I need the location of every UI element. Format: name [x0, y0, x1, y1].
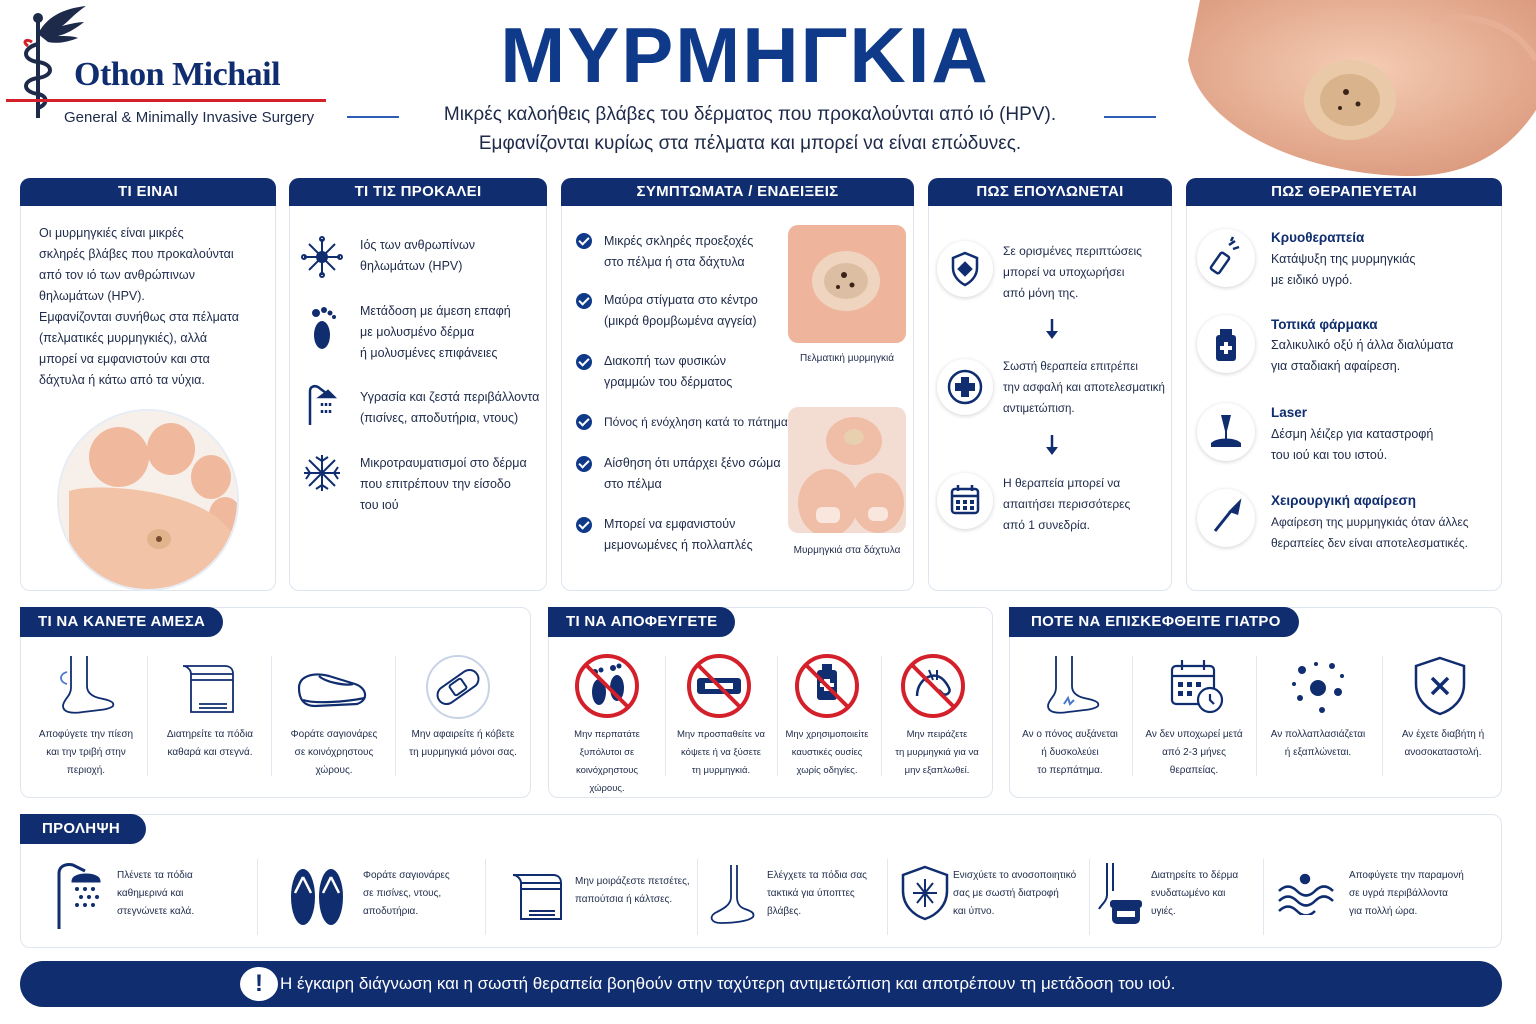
avoid-text [665, 726, 777, 780]
exclamation-icon: ! [240, 967, 278, 1001]
do-now-line: καθαρά και στεγνά. [167, 747, 253, 758]
prevention-line: σε πισίνες, ντους, [363, 888, 442, 899]
healing-line: Σε ορισμένες περιπτώσεις [1003, 244, 1142, 258]
divider [485, 859, 486, 935]
healing-text [1003, 473, 1171, 536]
treatment-line: Δέσμη λέιζερ για καταστροφή [1271, 427, 1434, 441]
page-title: ΜΥΡΜΗΓΚΙΑ [500, 11, 990, 99]
prevention-line: Πλένετε τα πόδια [117, 870, 193, 881]
prevention-text [1151, 867, 1271, 921]
healing-line: αντιμετώπιση. [1003, 403, 1075, 415]
plantar-wart-photo [788, 225, 906, 343]
cause-line: Υγρασία και ζεστά περιβάλλοντα [360, 390, 540, 404]
healing-text [1003, 357, 1173, 420]
do-now-line: σε κοινόχρηστους [294, 747, 374, 758]
cause-line: (πισίνες, αποδυτήρια, ντους) [360, 411, 519, 425]
symptoms-heading: ΣΥΜΠΤΩΜΑΤΑ / ΕΝΔΕΙΞΕΙΣ [561, 178, 914, 206]
healing-line: από μόνη της. [1003, 286, 1079, 300]
treatment-title: Laser [1271, 405, 1308, 420]
prevention-line: σε υγρά περιβάλλοντα [1349, 888, 1448, 899]
prevention-line: για πολλή ώρα. [1349, 906, 1418, 917]
moisturizer-icon [1093, 861, 1143, 927]
treatment-text [1271, 249, 1499, 291]
what-is-heading: ΤΙ ΕΙΝΑΙ [20, 178, 276, 206]
symptom-line: γραμμών του δέρματος [604, 375, 733, 389]
prevention-line: παπούτσια ή κάλτσες. [575, 894, 673, 905]
shower-icon [304, 383, 342, 425]
prevention-line: ενυδατωμένο και [1151, 888, 1226, 899]
prevention-line: Φοράτε σαγιονάρες [363, 870, 450, 881]
divider [697, 859, 698, 935]
what-line: δάχτυλα ή κάτω από τα νύχια. [39, 373, 205, 387]
treatment-line: Αφαίρεση της μυρμηγκιάς όταν άλλες [1271, 515, 1469, 529]
divider [271, 656, 272, 776]
bandage-icon [423, 652, 493, 722]
no-chemicals-icon [793, 652, 861, 720]
prevention-text [363, 867, 483, 921]
water-waves-icon [1275, 871, 1335, 915]
symptom-line: στο πέλμα [604, 477, 662, 491]
cause-line: με μολυσμένο δέρμα [360, 325, 475, 339]
avoid-line: Μην προσπαθείτε να [676, 729, 766, 740]
prevention-text [575, 873, 715, 909]
avoid-line: ξυπόλυτοι σε κοινόχρηστους [575, 747, 639, 776]
treatment-line: του ιού και του ιστού. [1271, 448, 1388, 462]
divider [1256, 656, 1257, 776]
cause-text [360, 301, 540, 364]
arrow-down-icon [1045, 319, 1059, 341]
avoid-line: χωρίς οδηγίες. [796, 765, 858, 776]
treatment-title: Κρυοθεραπεία [1271, 230, 1365, 245]
prevention-text [767, 867, 891, 921]
what-line: από τον ιό των ανθρώπινων [39, 268, 195, 282]
treatment-text [1271, 424, 1499, 466]
what-line: (πελματικές μυρμηγκιές), αλλά [39, 331, 208, 345]
prevention-line: υγιές. [1151, 906, 1176, 917]
no-barefoot-icon [573, 652, 641, 720]
avoid-text [881, 726, 993, 780]
avoid-line: Μην περπατάτε [574, 729, 640, 740]
do-now-line: χώρους. [315, 765, 353, 776]
prevention-line: στεγνώνετε καλά. [117, 906, 195, 917]
what-line: Οι μυρμηγκιές είναι μικρές [39, 226, 184, 240]
treatment-card [1186, 178, 1502, 591]
healing-line: Σωστή θεραπεία επιτρέπει [1003, 361, 1138, 373]
doctor-line: Αν δεν υποχωρεί μετά [1145, 729, 1243, 740]
medical-cross-icon [937, 359, 993, 415]
what-is-card [20, 178, 276, 591]
virus-icon [300, 235, 344, 279]
prevention-line: Ενισχύετε το ανοσοποιητικό [953, 870, 1077, 881]
brand-name: Othon Michail [74, 56, 281, 93]
treatment-heading: ΠΩΣ ΘΕΡΑΠΕΥΕΤΑΙ [1186, 178, 1502, 206]
cause-line: Μετάδοση με άμεση επαφή [360, 304, 511, 318]
check-icon [576, 414, 592, 430]
doctor-line: το περπάτημα. [1037, 765, 1103, 776]
treatment-title: Τοπικά φάρμακα [1271, 317, 1378, 332]
subtitle-line-1: Μικρές καλοήθεις βλάβες του δέρματος που προκαλούνται από ιό (HPV). [443, 104, 1057, 125]
doctor-line: θεραπείας. [1169, 765, 1219, 776]
do-now-text [27, 726, 145, 780]
towel-icon [175, 656, 241, 718]
do-now-line: και την τριβή στην [46, 747, 126, 758]
doctor-line: ανοσοκαταστολή. [1404, 747, 1482, 758]
scalpel-icon [1197, 489, 1255, 547]
symptom-line: Αίσθηση ότι υπάρχει ξένο σώμα [604, 456, 781, 470]
treatment-line: θεραπείες δεν είναι αποτελεσματικές. [1271, 536, 1468, 550]
prevention-line: καθημερινά και [117, 888, 184, 899]
symptom-text [604, 453, 794, 495]
shield-x-icon [1410, 654, 1470, 718]
healing-line: Η θεραπεία μπορεί να [1003, 476, 1121, 490]
causes-card [289, 178, 547, 591]
subtitle-rule-left [347, 116, 399, 118]
avoid-text [549, 726, 665, 798]
treatment-line: με ειδικό υγρό. [1271, 273, 1353, 287]
check-icon [576, 456, 592, 472]
laser-icon [1197, 403, 1255, 461]
prevention-line: σας με σωστή διατροφή [953, 888, 1059, 899]
prevention-text [117, 867, 249, 921]
treatment-title: Χειρουργική αφαίρεση [1271, 493, 1416, 508]
foot-sole-photo [1180, 0, 1536, 176]
prevention-line: Διατηρείτε το δέρμα [1151, 870, 1239, 881]
divider [257, 859, 258, 935]
prevention-line: αποδυτήρια. [363, 906, 419, 917]
healing-line: την ασφαλή και αποτελεσματική [1003, 382, 1165, 394]
doctor-line: Αν ο πόνος αυξάνεται [1022, 729, 1118, 740]
doctor-text [1010, 726, 1130, 780]
do-now-line: τη μυρμηγκιά μόνοι σας. [409, 747, 517, 758]
prevention-line: βλάβες. [767, 906, 802, 917]
calendar-clock-icon [1164, 654, 1228, 718]
symptom-line: μεμονωμένες ή πολλαπλές [604, 538, 753, 552]
medicine-bottle-icon [1197, 315, 1255, 373]
calendar-icon [937, 473, 993, 529]
do-now-heading: ΤΙ ΝΑ ΚΑΝΕΤΕ ΑΜΕΣΑ [20, 607, 223, 637]
avoid-line: μην εξαπλωθεί. [904, 765, 970, 776]
do-now-line: περιοχή. [66, 765, 106, 776]
check-icon [576, 293, 592, 309]
footer-text: Η έγκαιρη διάγνωση και η σωστή θεραπεία βοηθούν στην ταχύτερη αντιμετώπιση και αποτρέπουν τη μετάδοση του ιού. [280, 974, 1176, 993]
brand-tagline: General & Minimally Invasive Surgery [64, 109, 315, 126]
cause-line: θηλωμάτων (HPV) [360, 259, 463, 273]
symptom-line: Μαύρα στίγματα στο κέντρο [604, 293, 758, 307]
doctor-line: από 2-3 μήνες [1162, 747, 1226, 758]
no-touch-icon [899, 652, 967, 720]
avoid-text [771, 726, 883, 780]
doctor-line: Αν πολλαπλασιάζεται [1270, 729, 1366, 740]
doctor-card [1009, 607, 1502, 798]
symptom-text [604, 514, 784, 556]
avoid-line: καυστικές ουσίες [791, 747, 863, 758]
brand-rule [6, 99, 326, 102]
treatment-text [1271, 512, 1503, 554]
symptom-line: Μπορεί να εμφανιστούν [604, 517, 736, 531]
flip-flops-icon [285, 863, 349, 929]
avoid-line: Μην χρησιμοποιείτε [785, 729, 869, 740]
check-icon [576, 233, 592, 249]
cause-line: ή μολυσμένες επιφάνειες [360, 346, 498, 360]
shower-head-icon [51, 859, 111, 929]
symptom-text [604, 290, 784, 332]
avoid-line: τη μυρμηγκιά. [691, 765, 751, 776]
symptom-text [604, 351, 784, 393]
spread-dots-icon [1286, 654, 1350, 718]
footprint-icon [306, 305, 342, 351]
healing-card [928, 178, 1172, 591]
healing-heading: ΠΩΣ ΕΠΟΥΛΩΝΕΤΑΙ [928, 178, 1172, 206]
doctor-line: ή δυσκολεύει [1041, 747, 1099, 758]
symptom-line: Πόνος ή ενόχληση κατά το πάτημα [604, 415, 788, 429]
healing-line: μπορεί να υποχωρήσει [1003, 265, 1125, 279]
doctor-text [1258, 726, 1378, 762]
page-subtitle [400, 100, 1100, 158]
do-now-text [399, 726, 527, 762]
treatment-line: για σταδιακή αφαίρεση. [1271, 359, 1401, 373]
prevention-heading: ΠΡΟΛΗΨΗ [20, 814, 146, 844]
toe-wart-photo [788, 407, 906, 533]
cause-line: Ιός των ανθρωπίνων [360, 238, 475, 252]
prevention-card [20, 814, 1502, 948]
what-line: σκληρές βλάβες που προκαλούνται [39, 247, 234, 261]
subtitle-rule-right [1104, 116, 1156, 118]
plantar-wart-caption: Πελματική μυρμηγκιά [800, 353, 894, 364]
painful-foot-icon [1034, 652, 1104, 718]
prevention-line: και ύπνο. [953, 906, 995, 917]
avoid-line: τη μυρμηγκιά για να [895, 747, 979, 758]
divider [887, 859, 888, 935]
footer-banner [20, 961, 1502, 1007]
check-icon [576, 354, 592, 370]
cause-text [360, 235, 540, 277]
healing-text [1003, 241, 1171, 304]
prevention-line: Ελέγχετε τα πόδια σας [767, 870, 867, 881]
do-now-text [151, 726, 269, 762]
check-icon [576, 517, 592, 533]
no-razor-icon [685, 652, 753, 720]
treatment-text [1271, 335, 1499, 377]
prevention-line: Μην μοιράζεστε πετσέτες, [575, 876, 690, 887]
what-line: Εμφανίζονται συνήθως στα πέλματα [39, 310, 240, 324]
do-now-line: Διατηρείτε τα πόδια [166, 729, 254, 740]
foot-icon [49, 652, 119, 718]
what-is-text [39, 223, 269, 391]
subtitle-line-2: Εμφανίζονται κυρίως στα πέλματα και μπορεί να είναι επώδυνες. [478, 133, 1022, 154]
do-now-text [275, 726, 393, 780]
symptom-line: Διακοπή των φυσικών [604, 354, 727, 368]
symptom-line: Μικρές σκληρές προεξοχές [604, 234, 754, 248]
prevention-text [1349, 867, 1499, 921]
cause-line: του ιού [360, 498, 399, 512]
avoid-card [548, 607, 993, 798]
microtrauma-icon [302, 453, 342, 493]
shield-icon [937, 241, 993, 297]
doctor-heading: ΠΟΤΕ ΝΑ ΕΠΙΣΚΕΦΘΕΙΤΕ ΓΙΑΤΡΟ [1009, 607, 1299, 637]
do-now-line: Φοράτε σαγιονάρες [290, 729, 378, 740]
symptom-line: στο πέλμα ή στα δάχτυλα [604, 255, 745, 269]
prevention-line: τακτικά για ύποπτες [767, 888, 855, 899]
avoid-heading: ΤΙ ΝΑ ΑΠΟΦΕΥΓΕΤΕ [548, 607, 735, 637]
cause-line: που επιτρέπουν την είσοδο [360, 477, 511, 491]
toe-wart-caption: Μυρμηγκιά στα δάχτυλα [793, 545, 901, 556]
do-now-line: Μην αφαιρείτε ή κόβετε [411, 729, 515, 740]
avoid-line: Μην πειράζετε [906, 729, 968, 740]
treatment-line: Σαλικυλικό οξύ ή άλλα διαλύματα [1271, 338, 1454, 352]
prevention-text [953, 867, 1093, 921]
cause-text [360, 453, 540, 516]
symptom-line: (μικρά θρομβωμένα αγγεία) [604, 314, 757, 328]
avoid-line: χώρους. [589, 783, 625, 794]
what-line: θηλωμάτων (HPV). [39, 289, 145, 303]
slipper-icon [295, 662, 371, 712]
divider [1263, 859, 1264, 935]
symptom-text [604, 412, 804, 433]
doctor-line: ή εξαπλώνεται. [1284, 747, 1352, 758]
cryo-spray-icon [1197, 229, 1255, 287]
do-now-line: Αποφύγετε την πίεση [38, 729, 134, 740]
do-now-card [20, 607, 531, 798]
symptom-text [604, 231, 784, 273]
healing-line: απαιτήσει περισσότερες [1003, 497, 1131, 511]
treatment-line: Κατάψυξη της μυρμηγκιάς [1271, 252, 1416, 266]
cause-line: Μικροτραυματισμοί στο δέρμα [360, 456, 527, 470]
divider [1132, 656, 1133, 776]
causes-heading: ΤΙ ΤΙΣ ΠΡΟΚΑΛΕΙ [289, 178, 547, 206]
immune-shield-icon [897, 863, 953, 923]
cause-text [360, 387, 545, 429]
divider [147, 656, 148, 776]
prevention-line: Αποφύγετε την παραμονή [1349, 870, 1464, 881]
doctor-text [1134, 726, 1254, 780]
towel-icon [507, 865, 567, 925]
doctor-line: Αν έχετε διαβήτη ή [1401, 729, 1485, 740]
healing-line: από 1 συνεδρία. [1003, 518, 1090, 532]
doctor-text [1382, 726, 1504, 762]
foot-check-icon [705, 863, 761, 927]
divider [395, 656, 396, 776]
what-line: μπορεί να εμφανιστούν και στα [39, 352, 210, 366]
symptoms-card [561, 178, 914, 591]
avoid-line: κόψετε ή να ξύσετε [681, 747, 761, 758]
arrow-down-icon [1045, 435, 1059, 457]
toes-photo [57, 409, 239, 591]
divider [1089, 859, 1090, 935]
